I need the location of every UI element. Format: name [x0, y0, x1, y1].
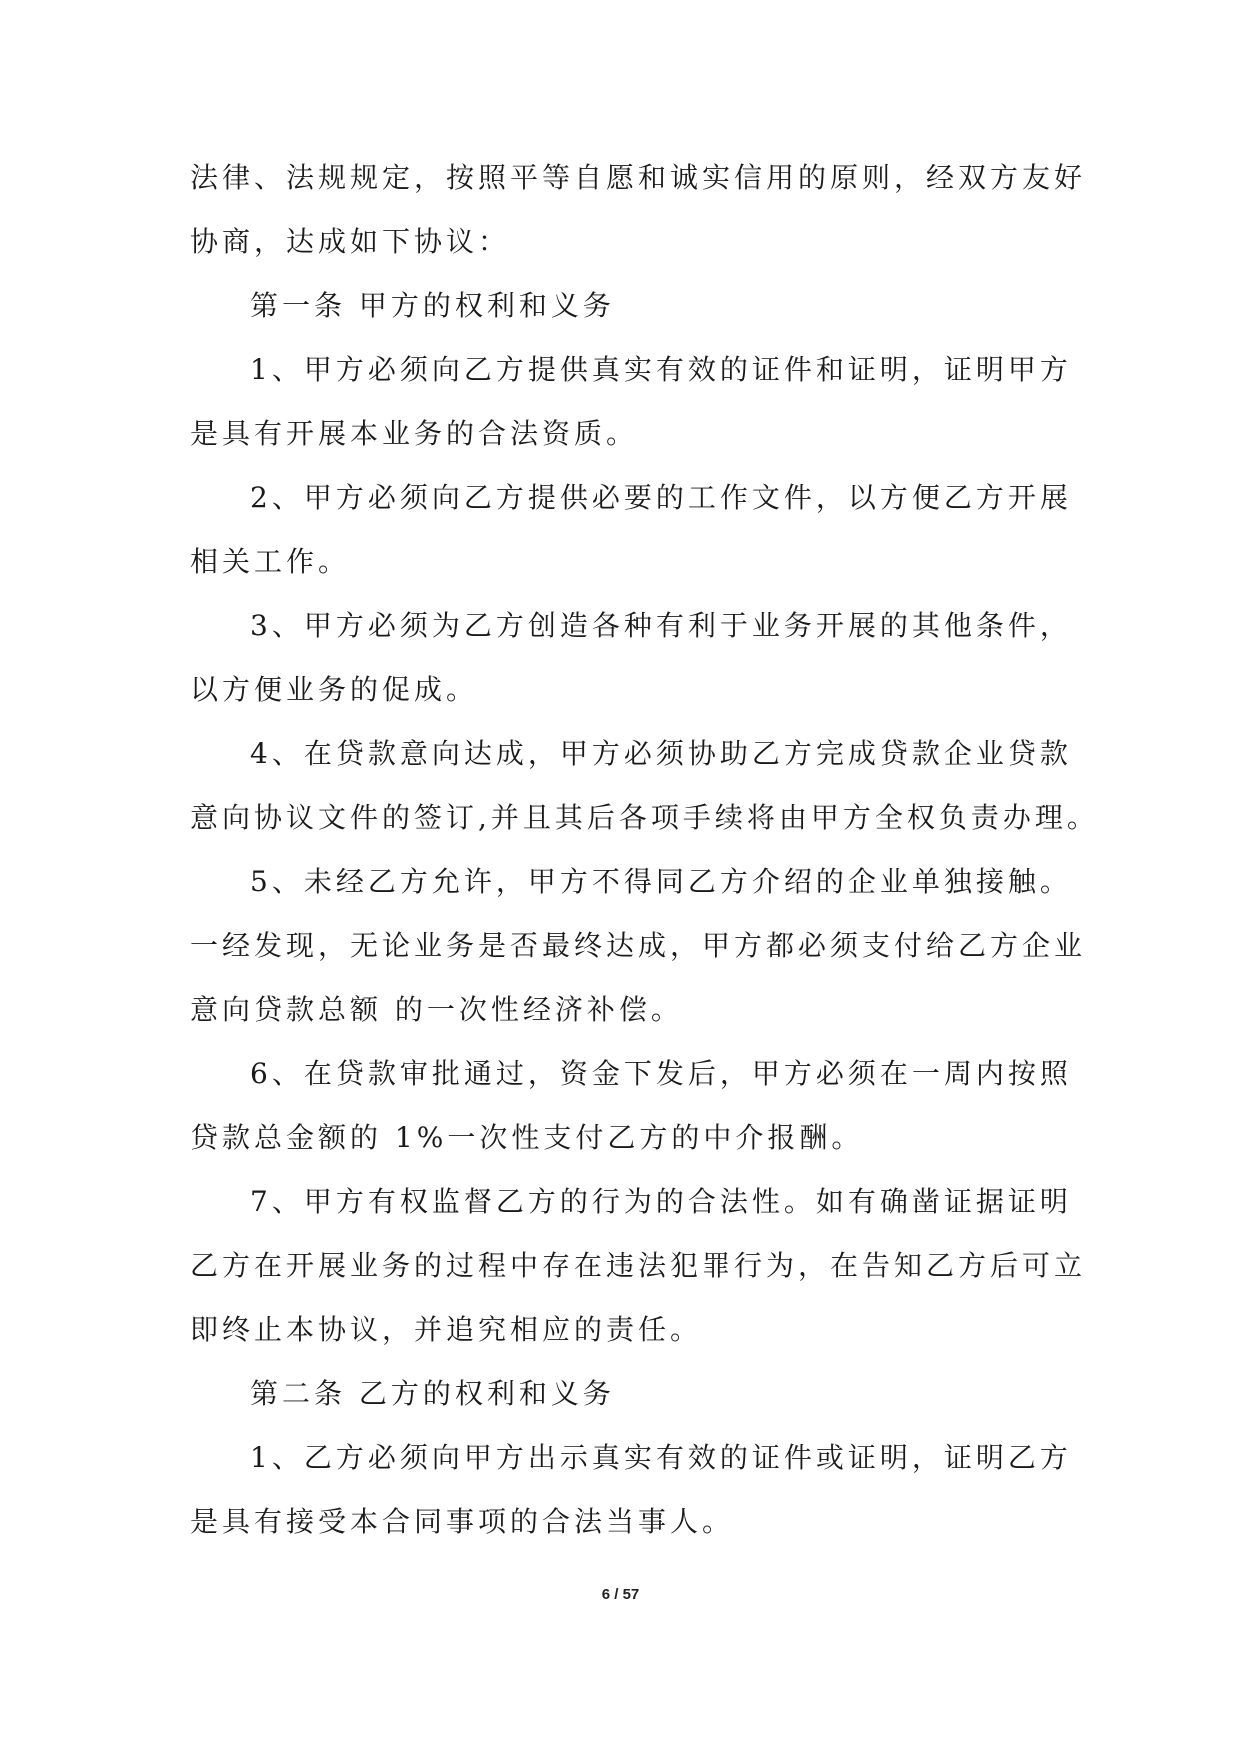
paragraph-line: 是具有开展本业务的合法资质。	[190, 417, 639, 450]
paragraph-line: 协商，达成如下协议：	[190, 225, 511, 258]
paragraph-line: 5、未经乙方允许，甲方不得同乙方介绍的企业单独接触。	[250, 865, 1072, 898]
paragraph-line: 意向协议文件的签订,并且其后各项手续将由甲方全权负责办理。	[190, 801, 1099, 834]
paragraph-line: 1、甲方必须向乙方提供真实有效的证件和证明，证明甲方	[250, 353, 1072, 386]
page-number: 6 / 57	[601, 1586, 640, 1603]
paragraph-line: 法律、法规规定，按照平等自愿和诚实信用的原则，经双方友好	[190, 161, 1087, 194]
paragraph-line: 6、在贷款审批通过，资金下发后，甲方必须在一周内按照	[250, 1057, 1072, 1090]
paragraph-line: 2、甲方必须向乙方提供必要的工作文件，以方便乙方开展	[250, 481, 1072, 514]
paragraph-line: 贷款总金额的 1%一次性支付乙方的中介报酬。	[190, 1121, 864, 1154]
paragraph-line: 1、乙方必须向甲方出示真实有效的证件或证明，证明乙方	[250, 1441, 1072, 1474]
paragraph-line: 即终止本协议，并追究相应的责任。	[190, 1313, 703, 1346]
paragraph-line: 一经发现，无论业务是否最终达成，甲方都必须支付给乙方企业	[190, 929, 1087, 962]
paragraph-line: 4、在贷款意向达成，甲方必须协助乙方完成贷款企业贷款	[250, 737, 1072, 770]
paragraph-line: 相关工作。	[190, 545, 351, 578]
document-body	[190, 146, 1099, 1554]
paragraph-line: 7、甲方有权监督乙方的行为的合法性。如有确凿证据证明	[250, 1185, 1072, 1218]
paragraph-line: 是具有接受本合同事项的合法当事人。	[190, 1505, 735, 1538]
paragraph-line: 以方便业务的促成。	[190, 673, 479, 706]
paragraph-line: 乙方在开展业务的过程中存在违法犯罪行为，在告知乙方后可立	[190, 1249, 1087, 1282]
paragraph-line: 意向贷款总额 的一次性经济补偿。	[190, 993, 683, 1026]
paragraph-line: 3、甲方必须为乙方创造各种有利于业务开展的其他条件，	[250, 609, 1072, 642]
section-heading-1: 第一条 甲方的权利和义务	[250, 289, 615, 322]
section-heading-2: 第二条 乙方的权利和义务	[250, 1377, 615, 1410]
